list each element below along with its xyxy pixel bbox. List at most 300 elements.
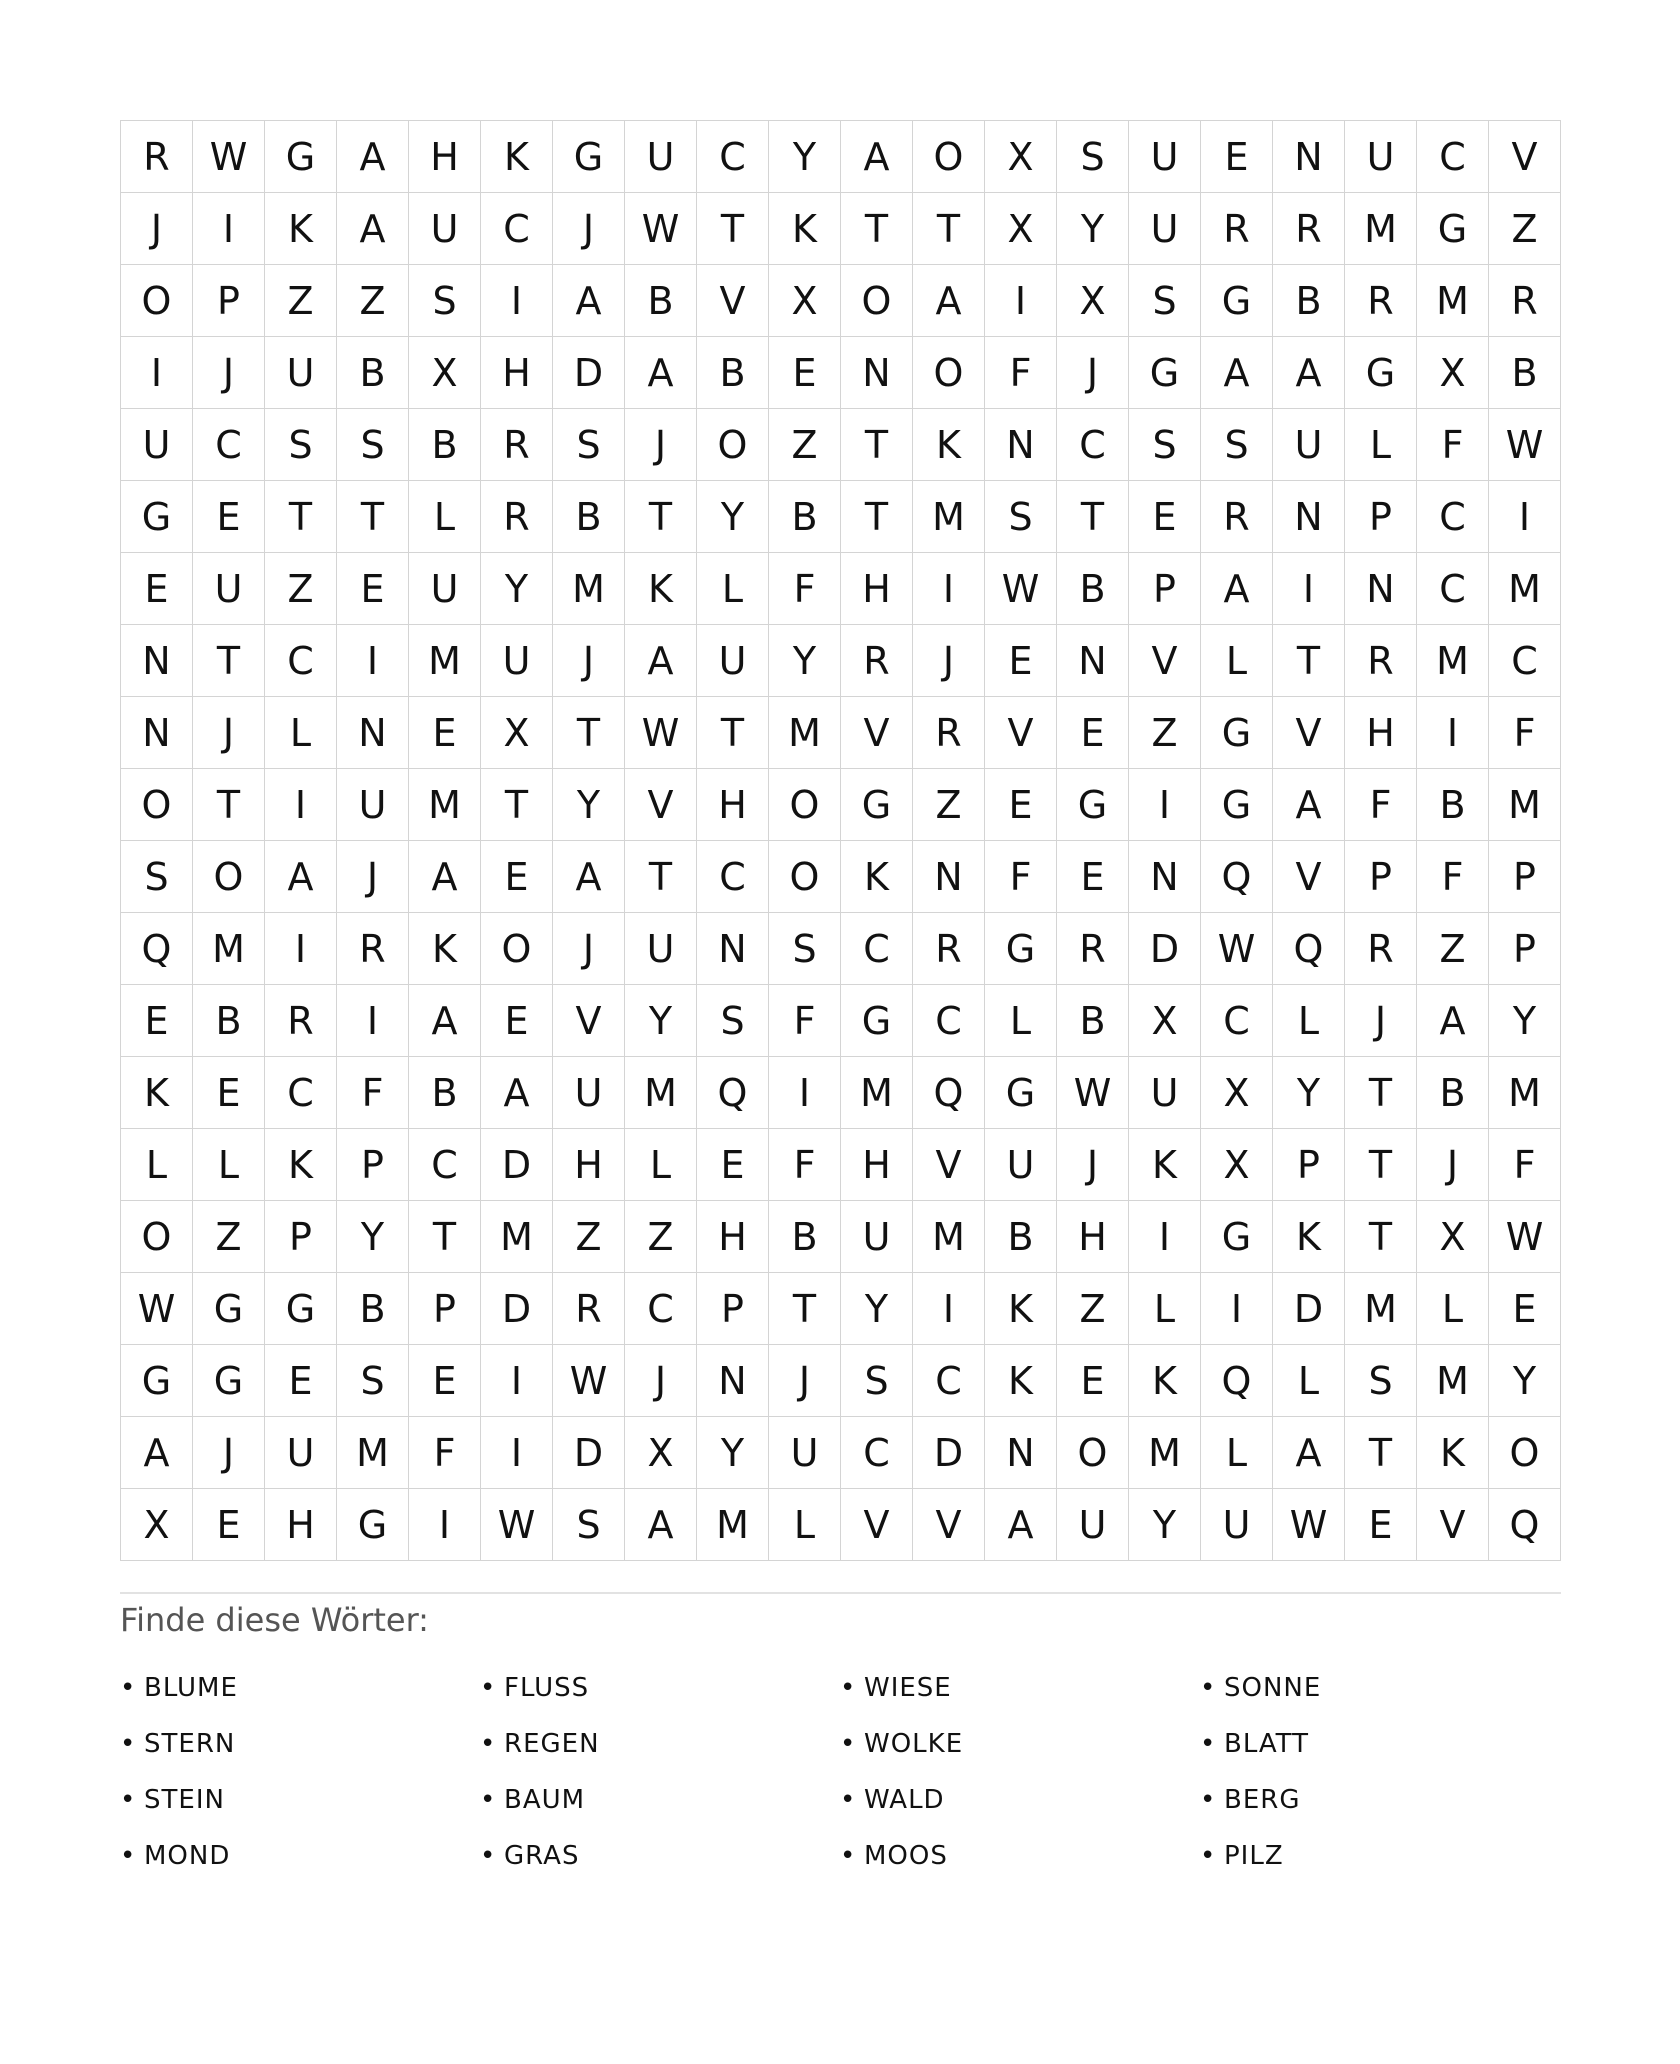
grid-cell[interactable]: I xyxy=(913,1273,985,1345)
grid-cell[interactable]: C xyxy=(697,121,769,193)
grid-cell[interactable]: A xyxy=(1417,985,1489,1057)
grid-cell[interactable]: U xyxy=(625,913,697,985)
grid-cell[interactable]: N xyxy=(121,697,193,769)
grid-cell[interactable]: U xyxy=(409,553,481,625)
grid-cell[interactable]: O xyxy=(121,769,193,841)
grid-cell[interactable]: X xyxy=(1201,1057,1273,1129)
grid-cell[interactable]: N xyxy=(1273,121,1345,193)
grid-cell[interactable]: N xyxy=(841,337,913,409)
grid-cell[interactable]: F xyxy=(337,1057,409,1129)
grid-cell[interactable]: W xyxy=(985,553,1057,625)
grid-cell[interactable]: E xyxy=(193,1057,265,1129)
grid-cell[interactable]: L xyxy=(193,1129,265,1201)
grid-cell[interactable]: H xyxy=(409,121,481,193)
grid-cell[interactable]: M xyxy=(337,1417,409,1489)
grid-cell[interactable]: H xyxy=(265,1489,337,1561)
grid-cell[interactable]: S xyxy=(553,1489,625,1561)
grid-cell[interactable]: A xyxy=(985,1489,1057,1561)
grid-cell[interactable]: U xyxy=(553,1057,625,1129)
grid-cell[interactable]: K xyxy=(841,841,913,913)
grid-cell[interactable]: L xyxy=(1345,409,1417,481)
grid-cell[interactable]: K xyxy=(481,121,553,193)
grid-cell[interactable]: M xyxy=(697,1489,769,1561)
grid-cell[interactable]: X xyxy=(121,1489,193,1561)
grid-cell[interactable]: K xyxy=(121,1057,193,1129)
grid-cell[interactable]: M xyxy=(1345,193,1417,265)
grid-cell[interactable]: G xyxy=(1057,769,1129,841)
grid-cell[interactable]: S xyxy=(1201,409,1273,481)
grid-cell[interactable]: E xyxy=(265,1345,337,1417)
grid-cell[interactable]: O xyxy=(121,265,193,337)
grid-cell[interactable]: Y xyxy=(697,1417,769,1489)
grid-cell[interactable]: G xyxy=(121,481,193,553)
grid-cell[interactable]: A xyxy=(553,841,625,913)
grid-cell[interactable]: B xyxy=(337,337,409,409)
grid-cell[interactable]: X xyxy=(409,337,481,409)
grid-cell[interactable]: P xyxy=(1129,553,1201,625)
grid-cell[interactable]: N xyxy=(697,1345,769,1417)
grid-cell[interactable]: I xyxy=(193,193,265,265)
grid-cell[interactable]: G xyxy=(265,1273,337,1345)
grid-cell[interactable]: O xyxy=(841,265,913,337)
grid-cell[interactable]: B xyxy=(1057,553,1129,625)
grid-cell[interactable]: J xyxy=(1057,1129,1129,1201)
grid-cell[interactable]: W xyxy=(1489,409,1561,481)
grid-cell[interactable]: T xyxy=(1345,1201,1417,1273)
grid-cell[interactable]: B xyxy=(697,337,769,409)
grid-cell[interactable]: J xyxy=(193,337,265,409)
grid-cell[interactable]: W xyxy=(121,1273,193,1345)
grid-cell[interactable]: U xyxy=(985,1129,1057,1201)
grid-cell[interactable]: Y xyxy=(841,1273,913,1345)
grid-cell[interactable]: K xyxy=(1417,1417,1489,1489)
grid-cell[interactable]: P xyxy=(193,265,265,337)
grid-cell[interactable]: R xyxy=(1201,193,1273,265)
grid-cell[interactable]: Y xyxy=(769,625,841,697)
grid-cell[interactable]: L xyxy=(1129,1273,1201,1345)
grid-cell[interactable]: L xyxy=(121,1129,193,1201)
grid-cell[interactable]: E xyxy=(1057,697,1129,769)
grid-cell[interactable]: A xyxy=(409,841,481,913)
grid-cell[interactable]: S xyxy=(553,409,625,481)
grid-cell[interactable]: G xyxy=(193,1273,265,1345)
grid-cell[interactable]: F xyxy=(1489,697,1561,769)
grid-cell[interactable]: M xyxy=(1489,769,1561,841)
grid-cell[interactable]: S xyxy=(1129,409,1201,481)
grid-cell[interactable]: U xyxy=(1129,121,1201,193)
grid-cell[interactable]: Q xyxy=(1273,913,1345,985)
grid-cell[interactable]: R xyxy=(553,1273,625,1345)
grid-cell[interactable]: L xyxy=(1417,1273,1489,1345)
grid-cell[interactable]: I xyxy=(121,337,193,409)
grid-cell[interactable]: A xyxy=(265,841,337,913)
grid-cell[interactable]: H xyxy=(1057,1201,1129,1273)
grid-cell[interactable]: U xyxy=(481,625,553,697)
grid-cell[interactable]: D xyxy=(1129,913,1201,985)
grid-cell[interactable]: J xyxy=(193,697,265,769)
grid-cell[interactable]: G xyxy=(841,985,913,1057)
grid-cell[interactable]: N xyxy=(121,625,193,697)
grid-cell[interactable]: L xyxy=(409,481,481,553)
grid-cell[interactable]: V xyxy=(1489,121,1561,193)
grid-cell[interactable]: O xyxy=(1057,1417,1129,1489)
grid-cell[interactable]: M xyxy=(193,913,265,985)
grid-cell[interactable]: Y xyxy=(553,769,625,841)
grid-cell[interactable]: W xyxy=(1273,1489,1345,1561)
grid-cell[interactable]: B xyxy=(625,265,697,337)
grid-cell[interactable]: Y xyxy=(1273,1057,1345,1129)
grid-cell[interactable]: E xyxy=(1345,1489,1417,1561)
grid-cell[interactable]: C xyxy=(1417,121,1489,193)
grid-cell[interactable]: E xyxy=(481,841,553,913)
grid-cell[interactable]: S xyxy=(1057,121,1129,193)
grid-cell[interactable]: W xyxy=(481,1489,553,1561)
grid-cell[interactable]: O xyxy=(697,409,769,481)
grid-cell[interactable]: A xyxy=(625,337,697,409)
grid-cell[interactable]: P xyxy=(1489,913,1561,985)
grid-cell[interactable]: N xyxy=(697,913,769,985)
grid-cell[interactable]: Z xyxy=(265,553,337,625)
grid-cell[interactable]: T xyxy=(1345,1057,1417,1129)
grid-cell[interactable]: V xyxy=(913,1489,985,1561)
grid-cell[interactable]: X xyxy=(985,193,1057,265)
grid-cell[interactable]: L xyxy=(697,553,769,625)
grid-cell[interactable]: J xyxy=(1057,337,1129,409)
grid-cell[interactable]: W xyxy=(553,1345,625,1417)
grid-cell[interactable]: M xyxy=(625,1057,697,1129)
grid-cell[interactable]: B xyxy=(553,481,625,553)
grid-cell[interactable]: I xyxy=(337,625,409,697)
grid-cell[interactable]: E xyxy=(193,481,265,553)
grid-cell[interactable]: O xyxy=(1489,1417,1561,1489)
grid-cell[interactable]: M xyxy=(769,697,841,769)
grid-cell[interactable]: P xyxy=(265,1201,337,1273)
grid-cell[interactable]: Z xyxy=(625,1201,697,1273)
grid-cell[interactable]: R xyxy=(337,913,409,985)
grid-cell[interactable]: E xyxy=(769,337,841,409)
grid-cell[interactable]: A xyxy=(1201,553,1273,625)
grid-cell[interactable]: C xyxy=(409,1129,481,1201)
grid-cell[interactable]: Q xyxy=(1489,1489,1561,1561)
grid-cell[interactable]: Z xyxy=(1417,913,1489,985)
grid-cell[interactable]: E xyxy=(1201,121,1273,193)
grid-cell[interactable]: S xyxy=(337,1345,409,1417)
grid-cell[interactable]: D xyxy=(481,1129,553,1201)
grid-cell[interactable]: V xyxy=(841,697,913,769)
grid-cell[interactable]: T xyxy=(1345,1129,1417,1201)
grid-cell[interactable]: I xyxy=(481,1345,553,1417)
grid-cell[interactable]: G xyxy=(193,1345,265,1417)
grid-cell[interactable]: B xyxy=(1273,265,1345,337)
grid-cell[interactable]: B xyxy=(409,1057,481,1129)
grid-cell[interactable]: R xyxy=(1273,193,1345,265)
grid-cell[interactable]: F xyxy=(1417,409,1489,481)
grid-cell[interactable]: M xyxy=(913,1201,985,1273)
grid-cell[interactable]: T xyxy=(625,841,697,913)
grid-cell[interactable]: C xyxy=(697,841,769,913)
grid-cell[interactable]: T xyxy=(697,193,769,265)
grid-cell[interactable]: M xyxy=(1129,1417,1201,1489)
grid-cell[interactable]: J xyxy=(625,1345,697,1417)
grid-cell[interactable]: P xyxy=(409,1273,481,1345)
grid-cell[interactable]: K xyxy=(1273,1201,1345,1273)
grid-cell[interactable]: Z xyxy=(337,265,409,337)
grid-cell[interactable]: U xyxy=(1129,1057,1201,1129)
grid-cell[interactable]: G xyxy=(985,913,1057,985)
grid-cell[interactable]: T xyxy=(337,481,409,553)
grid-cell[interactable]: G xyxy=(1201,697,1273,769)
grid-cell[interactable]: F xyxy=(985,337,1057,409)
grid-cell[interactable]: J xyxy=(553,193,625,265)
grid-cell[interactable]: C xyxy=(913,1345,985,1417)
grid-cell[interactable]: M xyxy=(1417,625,1489,697)
grid-cell[interactable]: F xyxy=(769,553,841,625)
grid-cell[interactable]: W xyxy=(1489,1201,1561,1273)
grid-cell[interactable]: D xyxy=(553,337,625,409)
grid-cell[interactable]: C xyxy=(1489,625,1561,697)
grid-cell[interactable]: I xyxy=(1417,697,1489,769)
grid-cell[interactable]: E xyxy=(985,769,1057,841)
grid-cell[interactable]: U xyxy=(265,1417,337,1489)
grid-cell[interactable]: N xyxy=(985,409,1057,481)
grid-cell[interactable]: A xyxy=(409,985,481,1057)
grid-cell[interactable]: S xyxy=(985,481,1057,553)
grid-cell[interactable]: C xyxy=(841,913,913,985)
grid-cell[interactable]: K xyxy=(409,913,481,985)
grid-cell[interactable]: T xyxy=(841,481,913,553)
grid-cell[interactable]: R xyxy=(265,985,337,1057)
grid-cell[interactable]: T xyxy=(193,625,265,697)
grid-cell[interactable]: M xyxy=(1417,1345,1489,1417)
grid-cell[interactable]: V xyxy=(1273,697,1345,769)
grid-cell[interactable]: H xyxy=(697,769,769,841)
grid-cell[interactable]: Q xyxy=(913,1057,985,1129)
grid-cell[interactable]: B xyxy=(337,1273,409,1345)
grid-cell[interactable]: C xyxy=(1417,553,1489,625)
grid-cell[interactable]: R xyxy=(913,913,985,985)
grid-cell[interactable]: J xyxy=(913,625,985,697)
grid-cell[interactable]: J xyxy=(193,1417,265,1489)
grid-cell[interactable]: R xyxy=(1057,913,1129,985)
grid-cell[interactable]: M xyxy=(553,553,625,625)
grid-cell[interactable]: Y xyxy=(625,985,697,1057)
grid-cell[interactable]: W xyxy=(1201,913,1273,985)
grid-cell[interactable]: Z xyxy=(265,265,337,337)
grid-cell[interactable]: S xyxy=(409,265,481,337)
grid-cell[interactable]: A xyxy=(337,121,409,193)
grid-cell[interactable]: R xyxy=(1345,913,1417,985)
grid-cell[interactable]: F xyxy=(1417,841,1489,913)
grid-cell[interactable]: I xyxy=(1129,769,1201,841)
grid-cell[interactable]: U xyxy=(265,337,337,409)
grid-cell[interactable]: W xyxy=(625,193,697,265)
grid-cell[interactable]: F xyxy=(769,1129,841,1201)
grid-cell[interactable]: Y xyxy=(769,121,841,193)
grid-cell[interactable]: Y xyxy=(697,481,769,553)
grid-cell[interactable]: M xyxy=(913,481,985,553)
grid-cell[interactable]: E xyxy=(1489,1273,1561,1345)
grid-cell[interactable]: G xyxy=(1201,1201,1273,1273)
grid-cell[interactable]: U xyxy=(1273,409,1345,481)
grid-cell[interactable]: P xyxy=(1345,481,1417,553)
grid-cell[interactable]: S xyxy=(121,841,193,913)
grid-cell[interactable]: N xyxy=(913,841,985,913)
grid-cell[interactable]: K xyxy=(1129,1129,1201,1201)
grid-cell[interactable]: H xyxy=(481,337,553,409)
grid-cell[interactable]: I xyxy=(265,769,337,841)
grid-cell[interactable]: C xyxy=(265,625,337,697)
grid-cell[interactable]: A xyxy=(1201,337,1273,409)
grid-cell[interactable]: L xyxy=(985,985,1057,1057)
grid-cell[interactable]: C xyxy=(1201,985,1273,1057)
grid-cell[interactable]: O xyxy=(769,769,841,841)
grid-cell[interactable]: S xyxy=(841,1345,913,1417)
grid-cell[interactable]: G xyxy=(1345,337,1417,409)
grid-cell[interactable]: K xyxy=(1129,1345,1201,1417)
grid-cell[interactable]: R xyxy=(1345,265,1417,337)
grid-cell[interactable]: K xyxy=(265,193,337,265)
grid-cell[interactable]: K xyxy=(625,553,697,625)
grid-cell[interactable]: N xyxy=(1129,841,1201,913)
grid-cell[interactable]: Q xyxy=(1201,841,1273,913)
grid-cell[interactable]: O xyxy=(121,1201,193,1273)
grid-cell[interactable]: P xyxy=(697,1273,769,1345)
grid-cell[interactable]: I xyxy=(265,913,337,985)
grid-cell[interactable]: Z xyxy=(769,409,841,481)
grid-cell[interactable]: G xyxy=(337,1489,409,1561)
grid-cell[interactable]: P xyxy=(1489,841,1561,913)
grid-cell[interactable]: X xyxy=(625,1417,697,1489)
grid-cell[interactable]: Y xyxy=(481,553,553,625)
grid-cell[interactable]: X xyxy=(1417,337,1489,409)
grid-cell[interactable]: J xyxy=(337,841,409,913)
grid-cell[interactable]: O xyxy=(193,841,265,913)
grid-cell[interactable]: N xyxy=(337,697,409,769)
grid-cell[interactable]: B xyxy=(1417,769,1489,841)
grid-cell[interactable]: Q xyxy=(697,1057,769,1129)
grid-cell[interactable]: M xyxy=(1345,1273,1417,1345)
grid-cell[interactable]: B xyxy=(1489,337,1561,409)
grid-cell[interactable]: C xyxy=(913,985,985,1057)
grid-cell[interactable]: Z xyxy=(1489,193,1561,265)
grid-cell[interactable]: K xyxy=(985,1273,1057,1345)
grid-cell[interactable]: T xyxy=(625,481,697,553)
grid-cell[interactable]: M xyxy=(1489,553,1561,625)
grid-cell[interactable]: U xyxy=(409,193,481,265)
grid-cell[interactable]: Y xyxy=(1489,1345,1561,1417)
grid-cell[interactable]: R xyxy=(841,625,913,697)
grid-cell[interactable]: J xyxy=(769,1345,841,1417)
grid-cell[interactable]: V xyxy=(625,769,697,841)
grid-cell[interactable]: I xyxy=(337,985,409,1057)
grid-cell[interactable]: C xyxy=(1057,409,1129,481)
grid-cell[interactable]: U xyxy=(1345,121,1417,193)
grid-cell[interactable]: A xyxy=(1273,337,1345,409)
grid-cell[interactable]: E xyxy=(193,1489,265,1561)
grid-cell[interactable]: G xyxy=(1129,337,1201,409)
grid-cell[interactable]: D xyxy=(1273,1273,1345,1345)
grid-cell[interactable]: I xyxy=(481,265,553,337)
grid-cell[interactable]: Q xyxy=(121,913,193,985)
grid-cell[interactable]: T xyxy=(841,193,913,265)
grid-cell[interactable]: V xyxy=(841,1489,913,1561)
grid-cell[interactable]: N xyxy=(1273,481,1345,553)
grid-cell[interactable]: T xyxy=(553,697,625,769)
grid-cell[interactable]: L xyxy=(1273,1345,1345,1417)
grid-cell[interactable]: A xyxy=(1273,1417,1345,1489)
grid-cell[interactable]: X xyxy=(769,265,841,337)
grid-cell[interactable]: C xyxy=(193,409,265,481)
grid-cell[interactable]: M xyxy=(409,769,481,841)
grid-cell[interactable]: W xyxy=(193,121,265,193)
grid-cell[interactable]: K xyxy=(265,1129,337,1201)
grid-cell[interactable]: H xyxy=(697,1201,769,1273)
grid-cell[interactable]: V xyxy=(1273,841,1345,913)
grid-cell[interactable]: J xyxy=(625,409,697,481)
grid-cell[interactable]: L xyxy=(1273,985,1345,1057)
grid-cell[interactable]: G xyxy=(1201,769,1273,841)
grid-cell[interactable]: J xyxy=(553,625,625,697)
grid-cell[interactable]: U xyxy=(841,1201,913,1273)
grid-cell[interactable]: U xyxy=(625,121,697,193)
grid-cell[interactable]: I xyxy=(1489,481,1561,553)
grid-cell[interactable]: V xyxy=(913,1129,985,1201)
grid-cell[interactable]: H xyxy=(841,1129,913,1201)
grid-cell[interactable]: F xyxy=(1489,1129,1561,1201)
grid-cell[interactable]: H xyxy=(553,1129,625,1201)
grid-cell[interactable]: S xyxy=(337,409,409,481)
grid-cell[interactable]: R xyxy=(1201,481,1273,553)
grid-cell[interactable]: S xyxy=(265,409,337,481)
grid-cell[interactable]: K xyxy=(913,409,985,481)
grid-cell[interactable]: G xyxy=(1201,265,1273,337)
grid-cell[interactable]: R xyxy=(913,697,985,769)
grid-cell[interactable]: V xyxy=(985,697,1057,769)
grid-cell[interactable]: Z xyxy=(1129,697,1201,769)
grid-cell[interactable]: P xyxy=(1345,841,1417,913)
grid-cell[interactable]: X xyxy=(481,697,553,769)
grid-cell[interactable]: X xyxy=(985,121,1057,193)
grid-cell[interactable]: E xyxy=(337,553,409,625)
grid-cell[interactable]: Y xyxy=(337,1201,409,1273)
grid-cell[interactable]: S xyxy=(769,913,841,985)
grid-cell[interactable]: A xyxy=(913,265,985,337)
grid-cell[interactable]: M xyxy=(841,1057,913,1129)
grid-cell[interactable]: A xyxy=(553,265,625,337)
grid-cell[interactable]: A xyxy=(121,1417,193,1489)
grid-cell[interactable]: J xyxy=(1345,985,1417,1057)
grid-cell[interactable]: C xyxy=(1417,481,1489,553)
grid-cell[interactable]: Y xyxy=(1489,985,1561,1057)
grid-cell[interactable]: T xyxy=(1057,481,1129,553)
grid-cell[interactable]: X xyxy=(1057,265,1129,337)
grid-cell[interactable]: G xyxy=(985,1057,1057,1129)
grid-cell[interactable]: L xyxy=(265,697,337,769)
grid-cell[interactable]: T xyxy=(481,769,553,841)
grid-cell[interactable]: U xyxy=(1057,1489,1129,1561)
grid-cell[interactable]: E xyxy=(697,1129,769,1201)
grid-cell[interactable]: I xyxy=(1201,1273,1273,1345)
grid-cell[interactable]: Z xyxy=(1057,1273,1129,1345)
grid-cell[interactable]: U xyxy=(1201,1489,1273,1561)
grid-cell[interactable]: Y xyxy=(1057,193,1129,265)
grid-cell[interactable]: B xyxy=(409,409,481,481)
grid-cell[interactable]: C xyxy=(481,193,553,265)
grid-cell[interactable]: F xyxy=(1345,769,1417,841)
grid-cell[interactable]: A xyxy=(625,625,697,697)
grid-cell[interactable]: U xyxy=(193,553,265,625)
grid-cell[interactable]: N xyxy=(1345,553,1417,625)
